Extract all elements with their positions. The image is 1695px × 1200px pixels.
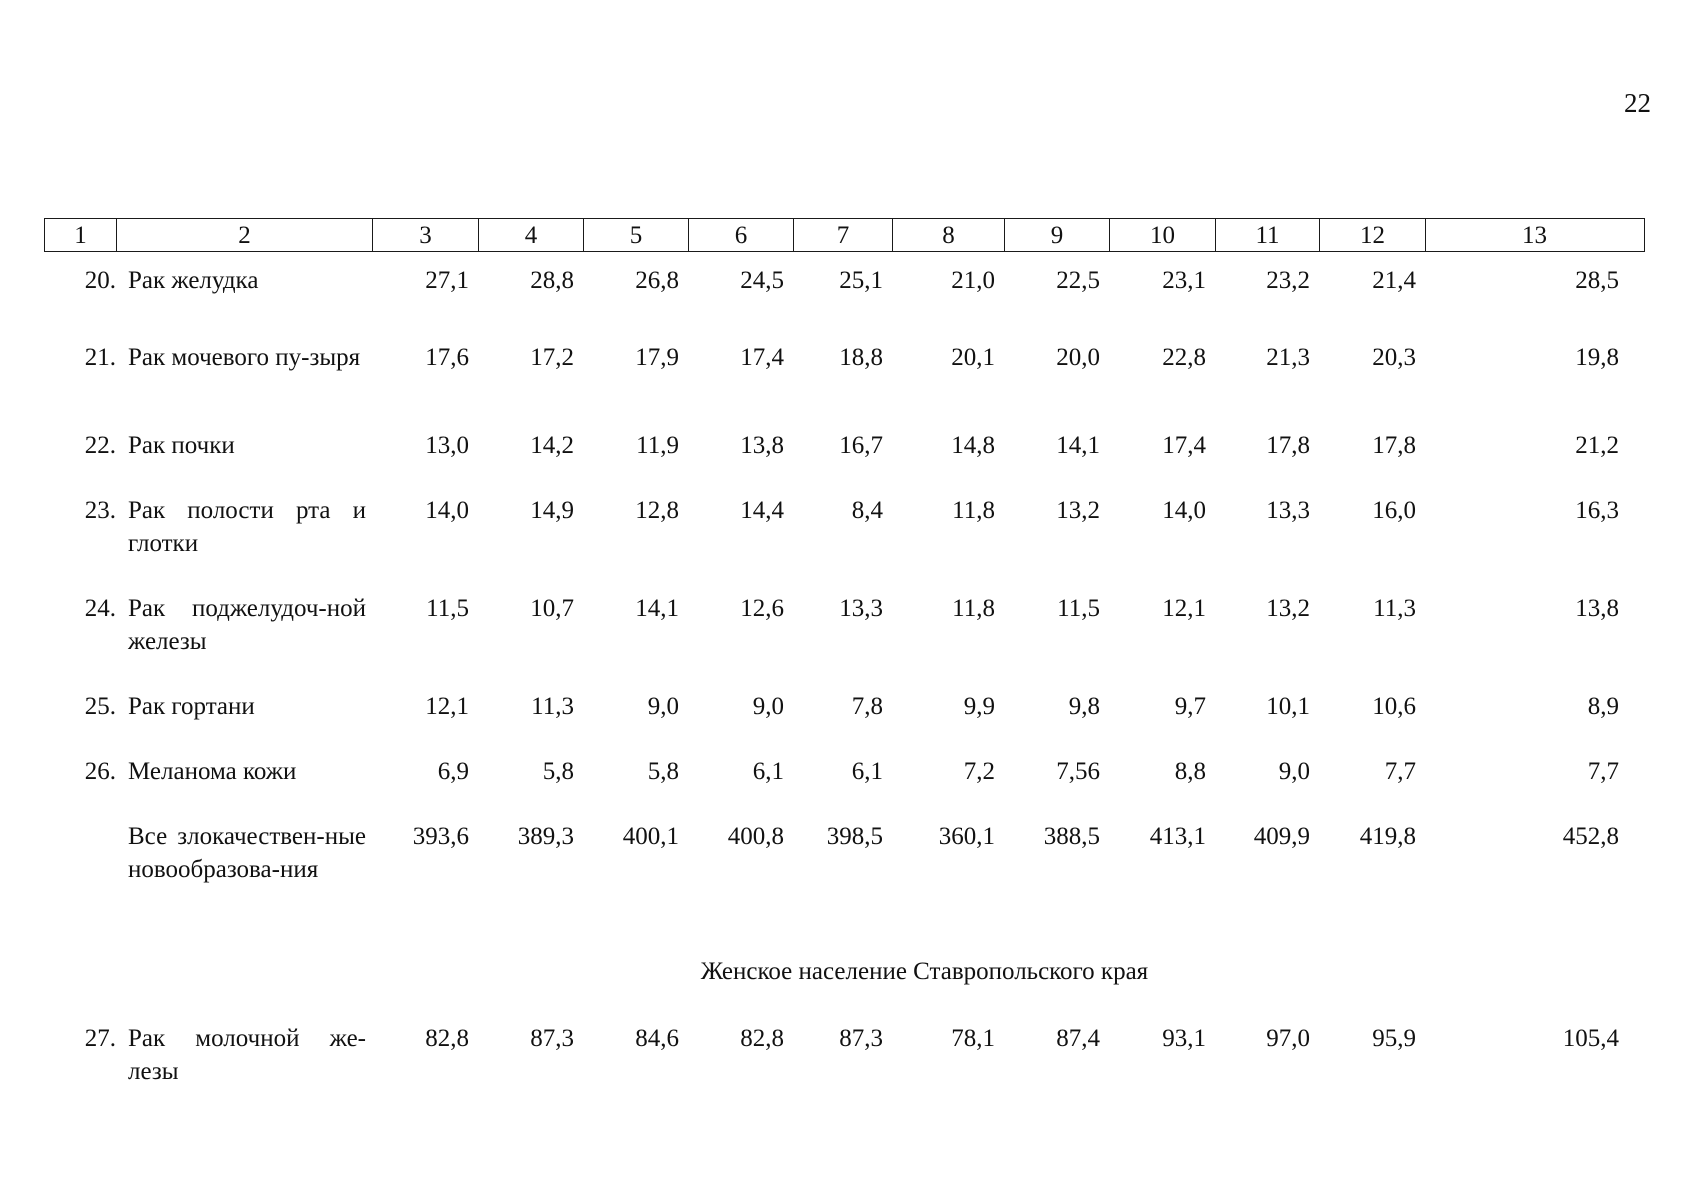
header-cell: 4: [478, 219, 583, 251]
row-number: [44, 808, 116, 820]
table-cell: 7,7: [1587, 758, 1619, 785]
table-cell: 5,8: [647, 758, 679, 785]
header-cell: 10: [1109, 219, 1215, 251]
table-cell: 9,8: [1068, 693, 1100, 720]
table-cell: 10,6: [1372, 693, 1416, 720]
table-cell: 11,8: [952, 595, 995, 622]
table-cell: 14,2: [530, 432, 574, 459]
table-row: [44, 417, 1645, 482]
table-cell: 13,3: [1266, 497, 1310, 524]
table-cell: 20,0: [1056, 344, 1100, 371]
table-row: [44, 252, 1645, 329]
table-cell: 21,4: [1372, 267, 1416, 294]
table-cell: 16,7: [839, 432, 883, 459]
table-cell: 12,1: [425, 693, 469, 720]
table-cell: 13,8: [740, 432, 784, 459]
table-cell: 13,0: [425, 432, 469, 459]
table-body: [44, 252, 1645, 1090]
page-number: 22: [1624, 88, 1651, 118]
table-cell: 87,3: [839, 1025, 883, 1052]
table-cell: 8,4: [851, 497, 883, 524]
table-cell: 11,8: [952, 497, 995, 524]
table-cell: 17,2: [530, 344, 574, 371]
row-label: Рак полости рта и глотки: [128, 497, 366, 557]
header-cell: 9: [1004, 219, 1109, 251]
row-number: 21.: [84, 344, 116, 371]
table-cell: 10,1: [1266, 693, 1310, 720]
row-label: Рак молочной же-лезы: [128, 1025, 366, 1085]
table-cell: 14,9: [530, 497, 574, 524]
table-cell: 21,0: [951, 267, 995, 294]
table-cell: 11,5: [426, 595, 469, 622]
table-cell: 93,1: [1162, 1025, 1206, 1052]
table-cell: 28,8: [530, 267, 574, 294]
table-cell: 24,5: [740, 267, 784, 294]
table-cell: 5,8: [542, 758, 574, 785]
row-number: 26.: [84, 758, 116, 785]
row-number: 24.: [84, 595, 116, 622]
table-cell: 84,6: [635, 1025, 679, 1052]
table-row: [44, 580, 1645, 678]
table-cell: 12,6: [740, 595, 784, 622]
row-label: Рак поджелудоч-ной железы: [128, 595, 366, 655]
table-cell: 26,8: [635, 267, 679, 294]
table-cell: 7,2: [963, 758, 995, 785]
table-row: [44, 678, 1645, 743]
table-cell: 7,8: [851, 693, 883, 720]
table-cell: 11,9: [636, 432, 679, 459]
table-cell: 21,2: [1575, 432, 1619, 459]
table-cell: 22,5: [1056, 267, 1100, 294]
table-cell: 82,8: [425, 1025, 469, 1052]
table-cell: 25,1: [839, 267, 883, 294]
table-cell: 18,8: [839, 344, 883, 371]
table-cell: 97,0: [1266, 1025, 1310, 1052]
table-cell: 6,9: [437, 758, 469, 785]
table-cell: 6,1: [752, 758, 784, 785]
table-cell: 9,9: [963, 693, 995, 720]
table-cell: 20,1: [951, 344, 995, 371]
row-label: Меланома кожи: [128, 758, 297, 785]
row-number: 23.: [84, 497, 116, 524]
table-cell: 7,7: [1384, 758, 1416, 785]
table-cell: 17,4: [1162, 432, 1206, 459]
row-number: 22.: [84, 432, 116, 459]
table-cell: 14,1: [635, 595, 679, 622]
table-cell: 398,5: [826, 823, 883, 850]
table-cell: 19,8: [1575, 344, 1619, 371]
row-label: Рак гортани: [128, 693, 255, 720]
table-cell: 409,9: [1253, 823, 1310, 850]
table-cell: 17,9: [635, 344, 679, 371]
table-cell: 360,1: [938, 823, 995, 850]
table-cell: 14,8: [951, 432, 995, 459]
table-cell: 21,3: [1266, 344, 1310, 371]
header-cell: 3: [372, 219, 478, 251]
header-cell: 13: [1425, 219, 1643, 251]
table-cell: 393,6: [412, 823, 469, 850]
table-cell: 7,56: [1056, 758, 1100, 785]
table-row: [44, 482, 1645, 580]
row-label: Все злокачествен-ные новообразова-ния: [128, 823, 366, 883]
table-cell: 11,5: [1057, 595, 1100, 622]
table-cell: 389,3: [517, 823, 574, 850]
rows-part1: [44, 252, 1645, 939]
row-label: Рак желудка: [128, 267, 259, 294]
table-cell: 12,8: [635, 497, 679, 524]
table-cell: 16,3: [1575, 497, 1619, 524]
table-header-row: [44, 218, 1645, 252]
table-cell: 14,0: [425, 497, 469, 524]
table-cell: 23,2: [1266, 267, 1310, 294]
table-cell: 13,3: [839, 595, 883, 622]
table-cell: 13,8: [1575, 595, 1619, 622]
table-cell: 413,1: [1149, 823, 1206, 850]
table-cell: 13,2: [1266, 595, 1310, 622]
table-cell: 82,8: [740, 1025, 784, 1052]
table-cell: 11,3: [531, 693, 574, 720]
table-cell: 8,8: [1174, 758, 1206, 785]
table-cell: 16,0: [1372, 497, 1416, 524]
table-row: [44, 1010, 1645, 1090]
header-cell: 5: [583, 219, 688, 251]
table-cell: 17,8: [1372, 432, 1416, 459]
row-label: Рак мочевого пу-зыря: [128, 344, 361, 371]
header-cell: 2: [116, 219, 372, 251]
table-cell: 28,5: [1575, 267, 1619, 294]
table-cell: 400,8: [727, 823, 784, 850]
table-cell: 14,1: [1056, 432, 1100, 459]
table-cell: 87,3: [530, 1025, 574, 1052]
row-number: 20.: [84, 267, 116, 294]
header-cell: 12: [1319, 219, 1425, 251]
table-cell: 452,8: [1562, 823, 1619, 850]
table-row: [44, 743, 1645, 808]
header-cell: 7: [793, 219, 892, 251]
table-cell: 27,1: [425, 267, 469, 294]
rows-part2: [44, 1010, 1645, 1090]
header-cell: 8: [892, 219, 1004, 251]
table-cell: 20,3: [1372, 344, 1416, 371]
table-cell: 87,4: [1056, 1025, 1100, 1052]
table-cell: 22,8: [1162, 344, 1206, 371]
table-cell: 400,1: [622, 823, 679, 850]
table-cell: 8,9: [1587, 693, 1619, 720]
header-cell: 11: [1215, 219, 1319, 251]
table-cell: 9,0: [752, 693, 784, 720]
table-cell: 13,2: [1056, 497, 1100, 524]
table-cell: 17,4: [740, 344, 784, 371]
table-cell: 9,7: [1174, 693, 1206, 720]
table-cell: 17,8: [1266, 432, 1310, 459]
row-number: 27.: [84, 1025, 116, 1052]
header-cell: 6: [688, 219, 793, 251]
table-cell: 105,4: [1562, 1025, 1619, 1052]
header-cell: 1: [74, 221, 87, 249]
table-cell: 95,9: [1372, 1025, 1416, 1052]
table-cell: 14,4: [740, 497, 784, 524]
table-cell: 11,3: [1373, 595, 1416, 622]
table-cell: 17,6: [425, 344, 469, 371]
table-cell: 10,7: [530, 595, 574, 622]
table-cell: 6,1: [851, 758, 883, 785]
table-cell: 14,0: [1162, 497, 1206, 524]
table-cell: 9,0: [1278, 758, 1310, 785]
section-title: Женское население Ставропольского края: [700, 958, 1149, 985]
table-cell: 388,5: [1043, 823, 1100, 850]
table-cell: 9,0: [647, 693, 679, 720]
table-row: [44, 808, 1645, 939]
table-cell: 419,8: [1359, 823, 1416, 850]
row-number: 25.: [84, 693, 116, 720]
table-cell: 23,1: [1162, 267, 1206, 294]
row-label: Рак почки: [128, 432, 235, 459]
table-row: [44, 329, 1645, 417]
table-cell: 78,1: [951, 1025, 995, 1052]
table-cell: 12,1: [1162, 595, 1206, 622]
